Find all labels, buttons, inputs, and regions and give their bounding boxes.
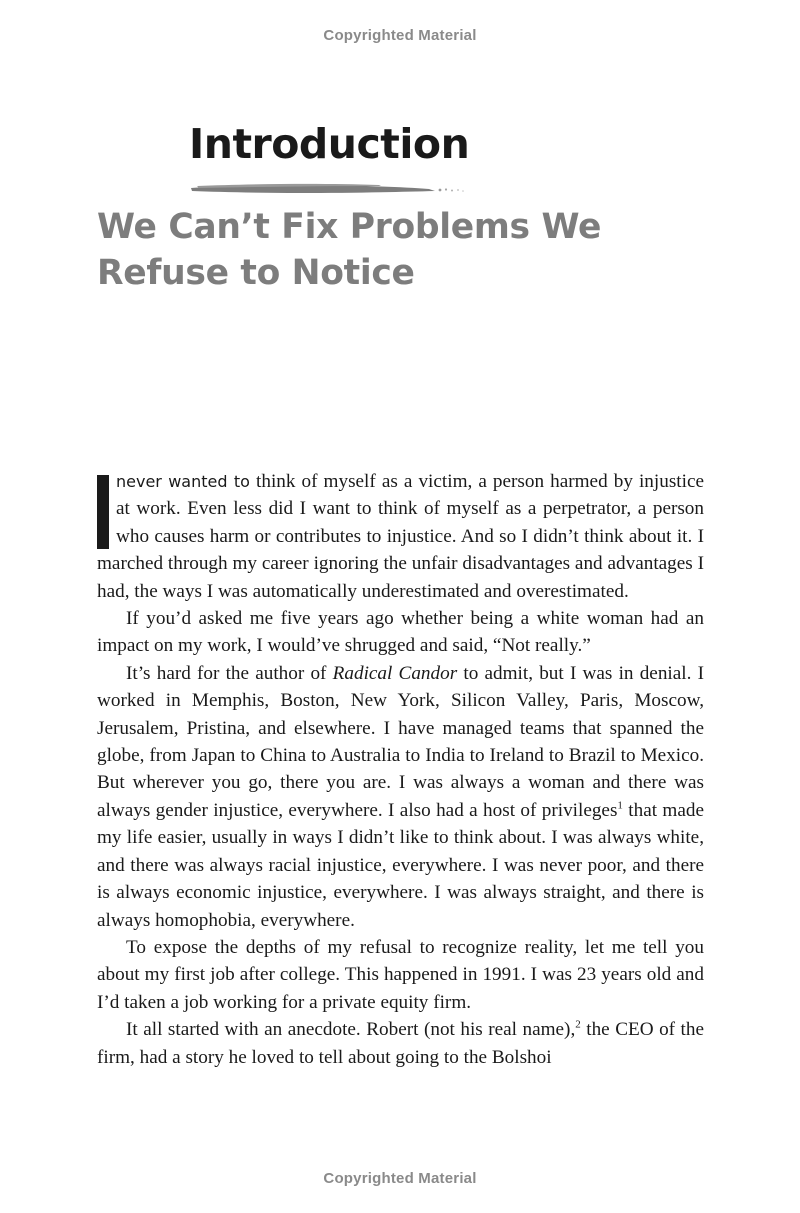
copyright-watermark-bottom: Copyrighted Material xyxy=(323,1170,477,1187)
paragraph-3-text-c: that made my life easier, usually in ways I didn’t like to think about. I was always white, and there was always racial injustice, everywhere. I was never poor, and there is always economic injustice, everywhere. I was always straight, and there is always homophobia, everywhere. xyxy=(97,799,704,931)
paragraph-3 xyxy=(97,660,704,934)
paragraph-1 xyxy=(97,468,704,605)
copyright-watermark-top: Copyrighted Material xyxy=(323,27,477,44)
paragraph-5-text-b: the CEO of the firm, had a story he loved to tell about going to the Bolshoi xyxy=(97,1019,704,1068)
body-text xyxy=(97,468,704,1071)
lead-in-small-caps: never wanted to xyxy=(116,472,250,491)
brush-stroke-divider xyxy=(189,182,469,196)
paragraph-3-text-b: to admit, but I was in denial. I worked in Memphis, Boston, New York, Silicon Valley, Paris, Moscow, Jerusalem, Pristina, and elsewhere. I have managed teams that spanned the globe, from Japan to China to Australia to India to Ireland to Brazil to Mexico. But wherever you go, there you are. I was always a woman and there was always gender injustice, everywhere. I also had a host of privileges xyxy=(97,662,704,821)
paragraph-1-text: think of myself as a victim, a person harmed by injustice at work. Even less did I want to think of myself as a perpetrator, a person who causes harm or contributes to injustice. And so I didn’t think about it. I marched through my career ignoring the unfair disadvantages and advantages I had, the ways I was automatically underestimated and overestimated. xyxy=(97,471,704,602)
paragraph-5-text-a: It all started with an anecdote. Robert (not his real name), xyxy=(126,1019,576,1041)
drop-cap-i xyxy=(97,475,109,549)
footnote-marker-2[interactable]: 2 xyxy=(575,1018,581,1031)
chapter-title xyxy=(97,204,601,296)
footnote-marker-1[interactable]: 1 xyxy=(617,799,623,812)
chapter-label: Introduction xyxy=(189,120,470,168)
paragraph-3-text-a: It’s hard for the author of xyxy=(126,662,333,684)
chapter-title-line-2: Refuse to Notice xyxy=(97,253,415,293)
paragraph-5 xyxy=(97,1016,704,1071)
book-title-radical-candor: Radical Candor xyxy=(332,662,458,684)
paragraph-4: To expose the depths of my refusal to recognize reality, let me tell you about my first job after college. This happened in 1991. I was 23 years old and I’d taken a job working for a private equity firm. xyxy=(97,936,704,1013)
chapter-title-line-1: We Can’t Fix Problems We xyxy=(97,207,602,247)
paragraph-2: If you’d asked me five years ago whether being a white woman had an impact on my work, I would’ve shrugged and said, “Not really.” xyxy=(97,608,704,657)
